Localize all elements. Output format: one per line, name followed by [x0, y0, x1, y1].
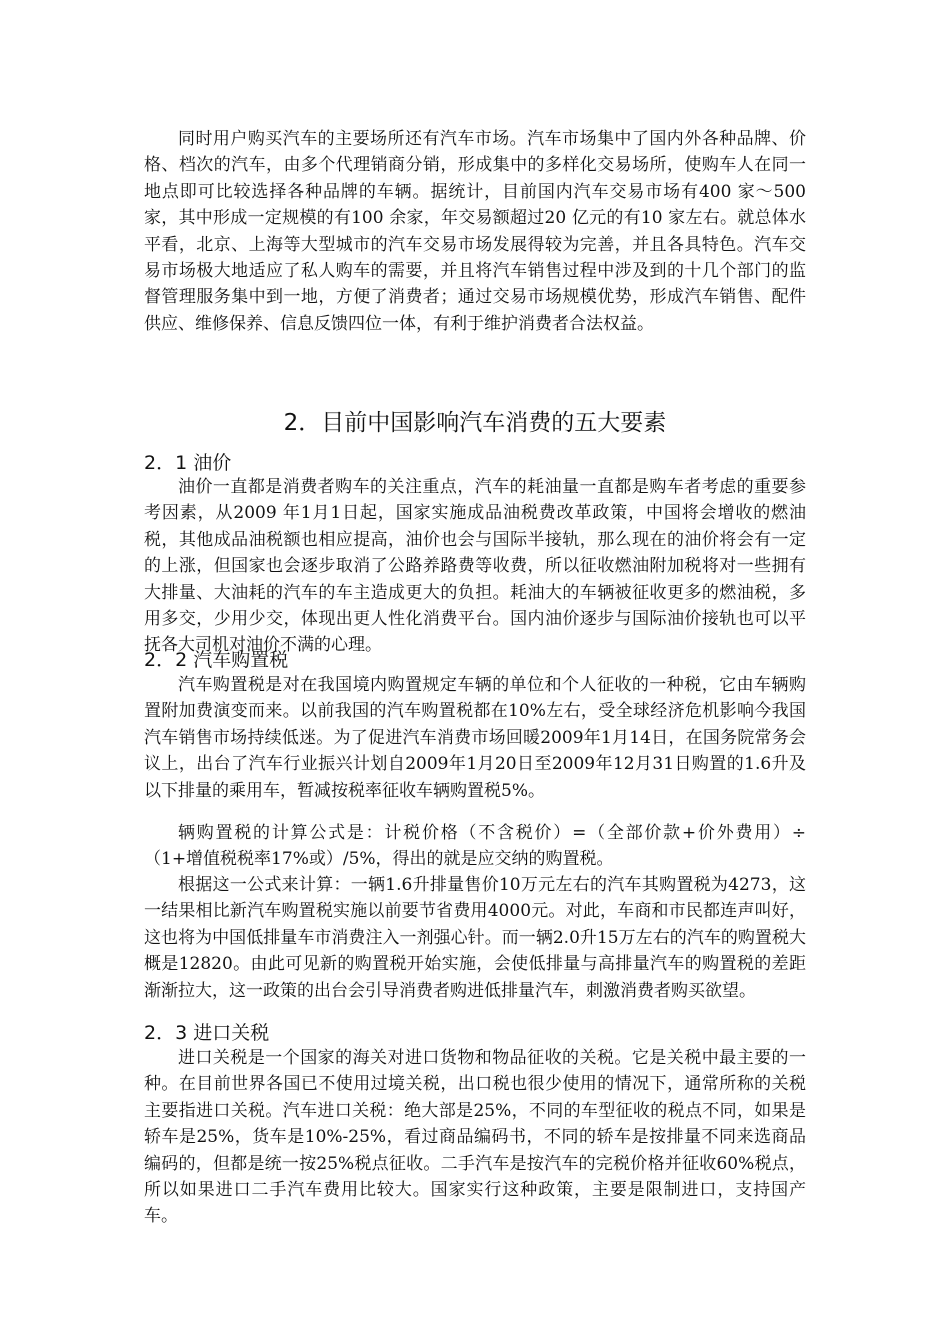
- paragraph-purchase-tax-1: 汽车购置税是对在我国境内购置规定车辆的单位和个人征收的一种税，它由车辆购置附加费演变而来。以前我国的汽车购置税都在10%左右，受全球经济危机影响今我国汽车销售市场持续低迷。为了促进汽车消费市场回暖2009年1月14日，在国务院常务会议上，出台了汽车行业振兴计划自2009年1月20日至2009年12月31日购置的1.6升及以下排量的乘用车，暂减按税率征收车辆购置税5%。: [144, 675, 806, 801]
- heading-2-2: 2．2 汽车购置税: [144, 649, 289, 671]
- heading-2-1: 2．1 油价: [144, 452, 232, 474]
- paragraph-purchase-tax-example: 根据这一公式来计算：一辆1.6升排量售价10万元左右的汽车其购置税为4273，这一结果相比新汽车购置税实施以前要节省费用4000元。对此，车商和市民都连声叫好，这也将为中国低排量车市消费注入一剂强心针。而一辆2.0升15万左右的汽车的购置税大概是12820。由此可见新的购置税开始实施，会使低排量与高排量汽车的购置税的差距渐渐拉大，这一政策的出台会引导消费者购进低排量汽车，刺激消费者购买欲望。: [144, 875, 806, 1001]
- paragraph-import-tariff: 进口关税是一个国家的海关对进口货物和物品征收的关税。它是关税中最主要的一种。在目前世界各国已不使用过境关税，出口税也很少使用的情况下，通常所称的关税主要指进口关税。汽车进口关税：绝大部是25%，不同的车型征收的税点不同，如果是轿车是25%，货车是10%-25%，看过商品编码书，不同的轿车是按排量不同来选商品编码的，但都是统一按25%税点征收。二手汽车是按汽车的完税价格并征收60%税点，所以如果进口二手汽车费用比较大。国家实行这种政策，主要是限制进口，支持国产车。: [144, 1048, 806, 1227]
- paragraph-purchase-tax-formula: 辆购置税的计算公式是：计税价格（不含税价）=（全部价款+价外费用）÷（1+增值税税率17%或）/5%，得出的就是应交纳的购置税。: [144, 823, 806, 870]
- intro-paragraph: 同时用户购买汽车的主要场所还有汽车市场。汽车市场集中了国内外各种品牌、价格、档次的汽车，由多个代理销商分销，形成集中的多样化交易场所，使购车人在同一地点即可比较选择各种品牌的车辆。据统计，目前国内汽车交易市场有400 家～500 家，其中形成一定规模的有100 余家，年交易额超过20 亿元的有10 家左右。就总体水平看，北京、上海等大型城市的汽车交易市场发展得较为完善，并且各具特色。汽车交易市场极大地适应了私人购车的需要，并且将汽车销售过程中涉及到的十几个部门的监督管理服务集中到一地，方便了消费者；通过交易市场规模优势，形成汽车销售、配件供应、维修保养、信息反馈四位一体，有利于维护消费者合法权益。: [144, 129, 806, 334]
- paragraph-oil-price: 油价一直都是消费者购车的关注重点，汽车的耗油量一直都是购车者考虑的重要参考因素，从2009 年1月1日起，国家实施成品油税费改革政策，中国将会增收的燃油税，其他成品油税额也相应提高，油价也会与国际半接轨，那么现在的油价将会有一定的上涨，但国家也会逐步取消了公路养路费等收费，所以征收燃油附加税将对一些拥有大排量、大油耗的汽车的车主造成更大的负担。耗油大的车辆被征收更多的燃油税，多用多交，少用少交，体现出更人性化消费平台。国内油价逐步与国际油价接轨也可以平抚各大司机对油价不满的心理。: [144, 477, 806, 656]
- heading-2-3: 2．3 进口关税: [144, 1022, 270, 1044]
- section-title: 2．目前中国影响汽车消费的五大要素: [283, 410, 667, 436]
